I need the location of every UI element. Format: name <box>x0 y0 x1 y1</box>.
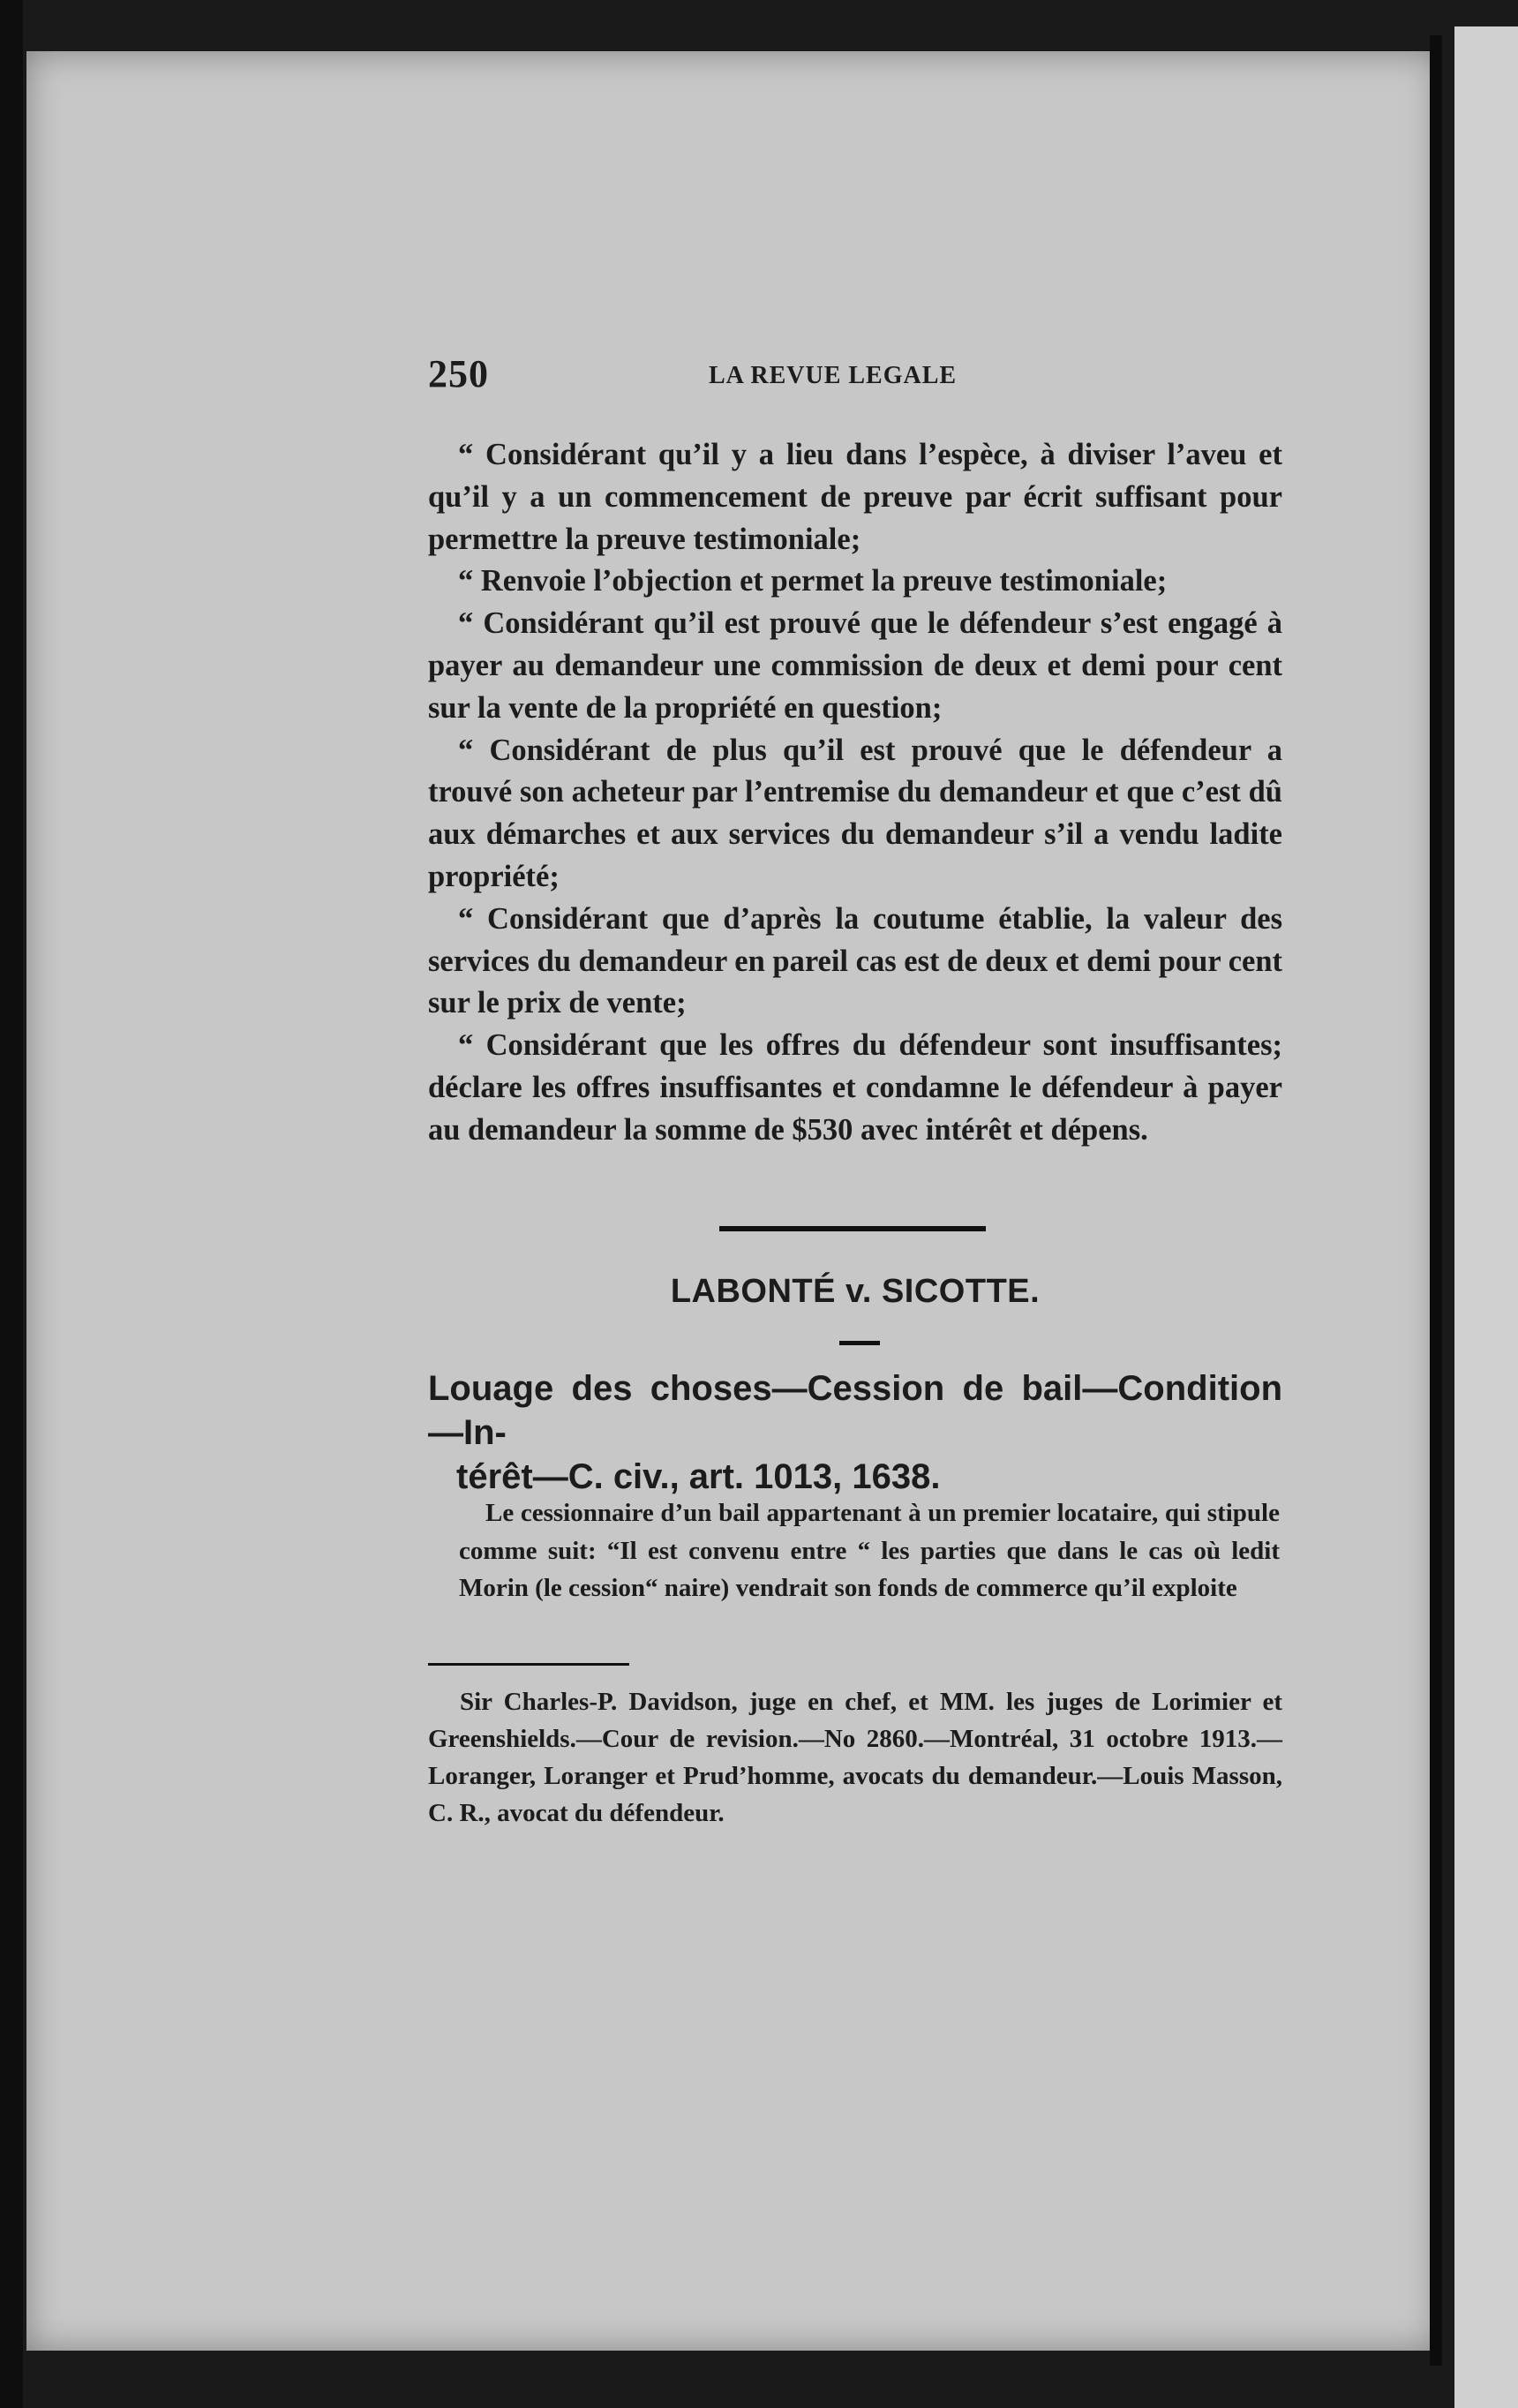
document-page <box>26 51 1439 2351</box>
case-summary: Le cessionnaire d’un bail appartenant à un premier locataire, qui stipule comme suit: “Il est convenu entre “ les parties que dans le cas où ledit Morin (le cession“ naire) vendrait son fonds de commerce qu’il exploite <box>459 1499 1280 1602</box>
headnote-line: Louage des choses—Cession de bail—Condition—In- <box>428 1369 1282 1452</box>
footnote: Sir Charles-P. Davidson, juge en chef, et MM. les juges de Lorimier et Greenshields.—Cour de revision.—No 2860.—Montréal, 31 octobre 1913.—Loranger, Loranger et Prud’homme, avocats du demandeur.—Louis Masson, C. R., avocat du défendeur. <box>428 1688 1282 1827</box>
paragraph: “ Considérant de plus qu’il est prouvé que le défendeur a trouvé son acheteur par l’entremise du demandeur et que c’est dû aux démarches et aux services du demandeur s’il a vendu ladite propriété; <box>428 733 1282 893</box>
judgment-text <box>428 434 1282 1152</box>
paragraph: “ Considérant que d’après la coutume établie, la valeur des services du demandeur en pareil cas est de deux et demi pour cent sur le prix de vente; <box>428 901 1282 1020</box>
running-head: LA REVUE LEGALE <box>709 362 958 389</box>
title-underline <box>839 1341 880 1345</box>
page-binding-edge <box>1430 35 1442 2366</box>
paragraph: “ Considérant que les offres du défendeur sont insuffisantes; déclare les offres insuffisantes et condamne le défendeur à payer au demandeur la somme de $530 avec intérêt et dépens. <box>428 1028 1282 1147</box>
section-divider <box>719 1226 986 1231</box>
paragraph: “ Renvoie l’objection et permet la preuve testimoniale; <box>458 564 1168 598</box>
scan-right-margin <box>1454 26 1518 2408</box>
case-title: LABONTÉ v. SICOTTE. <box>670 1273 1041 1310</box>
paragraph: “ Considérant qu’il y a lieu dans l’espèce, à diviser l’aveu et qu’il y a un commencement de preuve par écrit suffisant pour permettre la preuve testimoniale; <box>428 438 1282 556</box>
page-header <box>428 351 1275 395</box>
scan-left-edge <box>0 0 23 2408</box>
headnote-line: térêt—C. civ., art. 1013, 1638. <box>456 1457 941 1496</box>
case-headnote <box>428 1366 1282 1499</box>
paragraph: “ Considérant qu’il est prouvé que le défendeur s’est engagé à payer au demandeur une commission de deux et demi pour cent sur la vente de la propriété en question; <box>428 606 1282 725</box>
page-number: 250 <box>428 352 489 395</box>
footnote-divider <box>428 1663 629 1666</box>
